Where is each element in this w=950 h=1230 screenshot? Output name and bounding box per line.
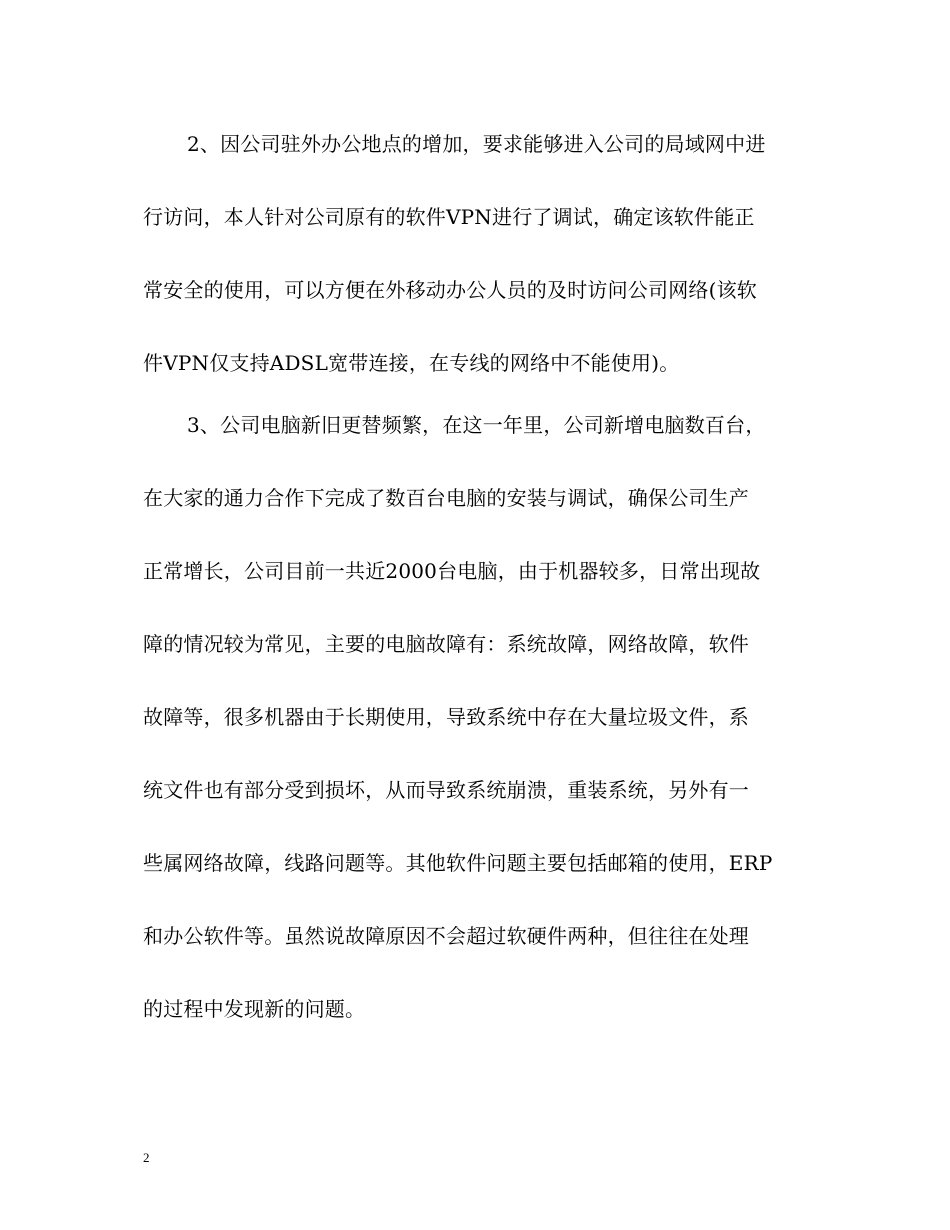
paragraph-3-line-9: 的过程中发现新的问题。 <box>143 997 366 1021</box>
page-number: 2 <box>143 1150 150 1165</box>
paragraph-3-line-6: 统文件也有部分受到损坏，从而导致系统崩溃，重装系统，另外有一 <box>143 778 749 802</box>
paragraph-3-line-5: 故障等，很多机器由于长期使用，导致系统中存在大量垃圾文件，系 <box>143 705 749 729</box>
paragraph-2-line-3: 常安全的使用，可以方便在外移动办公人员的及时访问公司网络(该软 <box>143 278 758 302</box>
paragraph-2-line-2: 行访问，本人针对公司原有的软件VPN进行了调试，确定该软件能正 <box>143 205 755 229</box>
paragraph-3-line-3: 正常增长，公司目前一共近2000台电脑，由于机器较多，日常出现故 <box>143 559 761 583</box>
paragraph-3-line-4: 障的情况较为常见，主要的电脑故障有：系统故障，网络故障，软件 <box>143 632 749 656</box>
paragraph-3-line-8: 和办公软件等。虽然说故障原因不会超过软硬件两种，但往往在处理 <box>143 924 749 948</box>
paragraph-2-line-1: 2、因公司驻外办公地点的增加，要求能够进入公司的局域网中进 <box>187 132 766 156</box>
paragraph-3-line-2: 在大家的通力合作下完成了数百台电脑的安装与调试，确保公司生产 <box>143 486 749 510</box>
paragraph-3-line-1: 3、公司电脑新旧更替频繁，在这一年里，公司新增电脑数百台， <box>187 413 766 437</box>
paragraph-2-line-4: 件VPN仅支持ADSL宽带连接，在专线的网络中不能使用)。 <box>143 351 680 375</box>
paragraph-3-line-7: 些属网络故障，线路问题等。其他软件问题主要包括邮箱的使用，ERP <box>143 851 773 875</box>
